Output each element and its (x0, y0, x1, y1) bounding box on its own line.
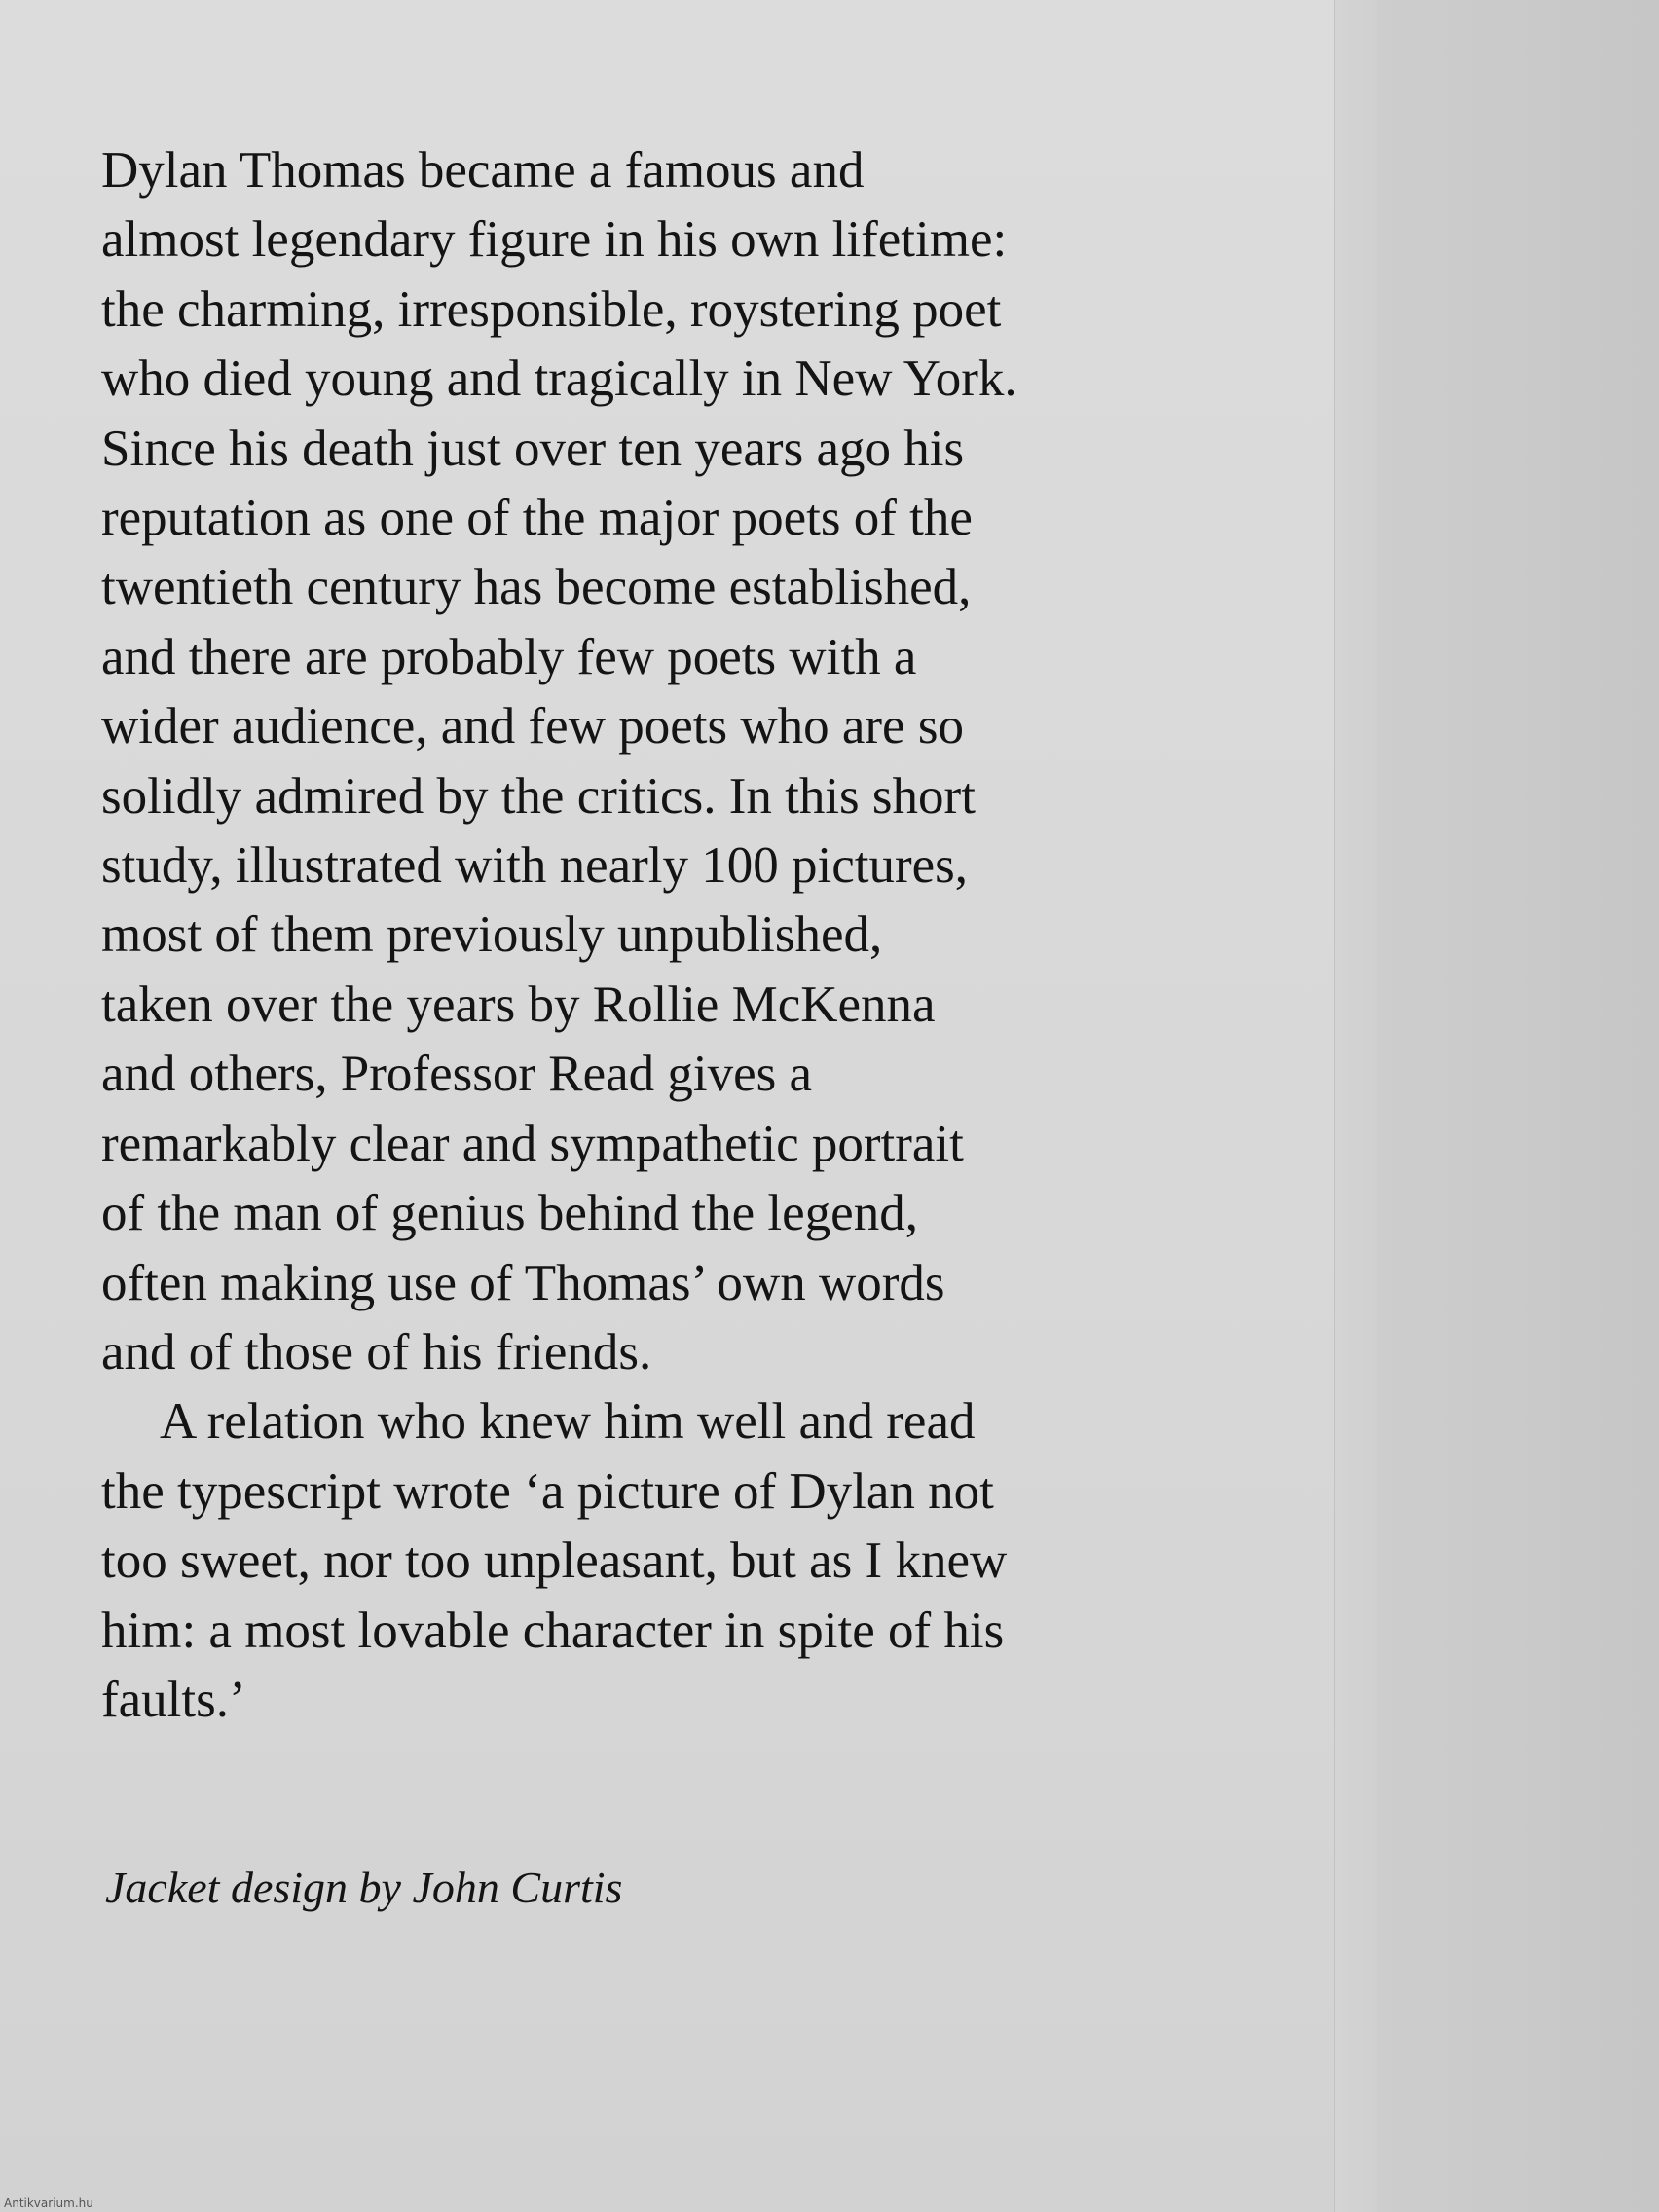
paragraph-1-line: study, illustrated with nearly 100 pictures, (101, 837, 969, 895)
paragraph-2-line: faults.’ (101, 1671, 246, 1728)
paragraph-1-line: remarkably clear and sympathetic portrait (101, 1115, 964, 1172)
paragraph-1-line: solidly admired by the critics. In this short (101, 767, 976, 825)
paragraph-2-line: the typescript wrote ‘a picture of Dylan not (101, 1462, 994, 1520)
paragraph-1-line: most of them previously unpublished, (101, 906, 883, 964)
paragraph-2-line: A relation who knew him well and read (160, 1393, 976, 1451)
paragraph-1-line: taken over the years by Rollie McKenna (101, 976, 936, 1033)
paragraph-1-line: the charming, irresponsible, roystering poet (101, 280, 1002, 338)
watermark: Antikvarium.hu (4, 2196, 93, 2210)
page-edge (1334, 0, 1378, 2212)
paragraph-1-line: and there are probably few poets with a (101, 628, 917, 685)
jacket-design-credit: Jacket design by John Curtis (105, 1862, 623, 1912)
paragraph-1-line: wider audience, and few poets who are so (101, 698, 964, 756)
paragraph-1-line: who died young and tragically in New York. (101, 350, 1017, 408)
paragraph-1-line: Since his death just over ten years ago his (101, 420, 965, 477)
paragraph-1-line: reputation as one of the major poets of the (101, 490, 973, 547)
background-surface (1377, 0, 1659, 2212)
paragraph-1-line: twentieth century has become established, (101, 559, 972, 616)
blurb-text (101, 136, 1201, 1735)
paragraph-2-line: too sweet, nor too unpleasant, but as I knew (101, 1532, 1008, 1590)
paragraph-1-line: and of those of his friends. (101, 1323, 652, 1381)
paragraph-2-line: him: a most lovable character in spite of his (101, 1602, 1005, 1659)
paragraph-1-line: of the man of genius behind the legend, (101, 1185, 918, 1242)
paragraph-1-line: almost legendary figure in his own lifetime: (101, 211, 1008, 269)
paragraph-1-line: often making use of Thomas’ own words (101, 1254, 945, 1311)
paragraph-1-line: and others, Professor Read gives a (101, 1046, 813, 1103)
paragraph-1-line: Dylan Thomas became a famous and (101, 142, 865, 199)
